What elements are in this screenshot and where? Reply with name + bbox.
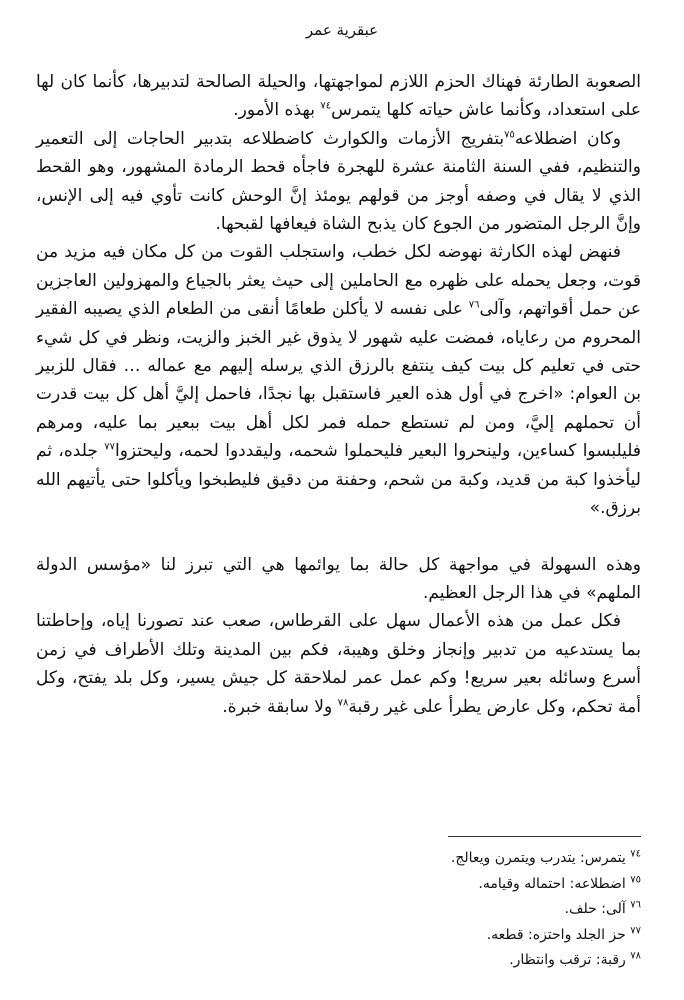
footnote — [41, 948, 641, 974]
footnote-text: رقبة: ترقب وانتظار. — [509, 952, 631, 968]
paragraph — [36, 125, 641, 239]
footnote-number: ٧٨ — [630, 950, 641, 962]
footnote-ref[interactable]: ٧٤ — [320, 100, 332, 112]
footnote-separator — [448, 836, 641, 837]
paragraph — [36, 238, 641, 522]
footnote — [41, 923, 641, 949]
footnote-text: يتمرس: يتدرب ويتمرن ويعالج. — [450, 850, 631, 866]
footnote-text: اضطلاعه: احتماله وقيامه. — [478, 875, 631, 892]
footnote-ref[interactable]: ٧٥ — [504, 129, 515, 141]
footnote-number: ٧٤ — [630, 848, 641, 860]
text-run: جلده، ثم ليأخذوا كبة من قديد، وكبة من شحم، وحفنة من دقيق فليطبخوا ويأكلوا حتى يأتيهم الله برزق.» — [36, 441, 641, 519]
text-run: على نفسه لا يأكلن طعامًا أنقى من الطعام الذي يصيبه الفقير المحروم من رعاياه، فمضت عليه شهور لا يذوق غير الخبز والزيت، ونظر في كل شيء حتى في تعليم كل بيت كيف ينتفع بالرزق الذي يرسله إليهم مع عماله … فقال للزبير بن العوام: «اخرج في أول هذه العير فاستقبل بها نجدًا، فاحمل إليَّ أهل كل بيت قدرت أن تحملهم إليَّ، ومن لم تستطع حمله فمر لكل أهل بيت ببعير بما عليه، ومرهم فليلبسوا كساءين، ولينحروا البعير فليحملوا شحمه، وليقددوا لحمه، وليحتزوا — [36, 299, 642, 462]
text-run: وكان اضطلاعه — [514, 128, 621, 149]
paragraph — [36, 607, 641, 721]
text-run: فنهض لهذه الكارثة نهوضه لكل خطب، واستجلب القوت من كل مكان فيه مزيد من قوت، وجعل يحمله على ظهره مع الحاملين إلى حيث يعثر بالجياع والمهزولين العاجزين عن حمل أقواتهم، وآلى — [36, 242, 641, 320]
footnote-number: ٧٥ — [630, 873, 641, 885]
footnote-ref[interactable]: ٧٦ — [468, 299, 480, 311]
text-run: بتفريج الأزمات والكوارث كاضطلاعه بتدبير الحاجات إلى التعمير والتنظيم، ففي السنة الثامنة عشرة للهجرة فاجأه قحط الرمادة المشهور، وهو القحط الذي لا يقال في وصفه أوجز من قولهم يومئذ إنَّ الوحش كانت تأوي فيه إلى الإنس، وإنَّ الرجل المتضور من الجوع كان يذبح الشاة فيعافها لقبحها. — [36, 128, 641, 235]
paragraph — [36, 68, 641, 125]
body-text — [36, 68, 641, 721]
footnote-number: ٧٦ — [630, 899, 641, 911]
running-header: عبقرية عمر — [305, 21, 379, 39]
footnote — [41, 872, 641, 898]
footnote — [41, 897, 641, 923]
footnote-text: آلى: حلف. — [564, 901, 631, 917]
text-run: ولا سابقة خبرة. — [222, 696, 338, 717]
footnote — [41, 846, 641, 872]
footnote-text: حز الجلد واحتزه: قطعه. — [486, 926, 631, 943]
text-run: وهذه السهولة في مواجهة كل حالة بما يوائمها هي التي تبرز لنا «مؤسس الدولة الملهم» في هذا الرجل العظيم. — [36, 554, 641, 603]
text-run: الصعوبة الطارئة فهناك الحزم اللازم لمواجهتها، والحيلة الصالحة لتدبيرها، كأنما كان لها على استعداد، وكأنما عاش حياته كلها يتمرس — [36, 72, 641, 121]
paragraph — [36, 551, 641, 608]
footnote-ref[interactable]: ٧٨ — [337, 696, 349, 708]
footnote-number: ٧٧ — [630, 924, 641, 936]
footnote-ref[interactable]: ٧٧ — [104, 441, 115, 453]
text-run: فكل عمل من هذه الأعمال سهل على القرطاس، صعب عند تصورنا إياه، وإحاطتنا بما يستدعيه من تدبير وإنجاز وخلق وهيبة، فكم بين المدينة وتلك الأطراف في زمن أسرع وسائله بعير سريع! وكم عمل عمر لملاحقة كل جيش يسير، وكل بلد يفتح، وكل أمة تحكم، وكل عارض يطرأ على غير رقبة — [36, 611, 641, 717]
text-run: بهذه الأمور. — [233, 100, 321, 121]
footnotes — [41, 846, 641, 974]
